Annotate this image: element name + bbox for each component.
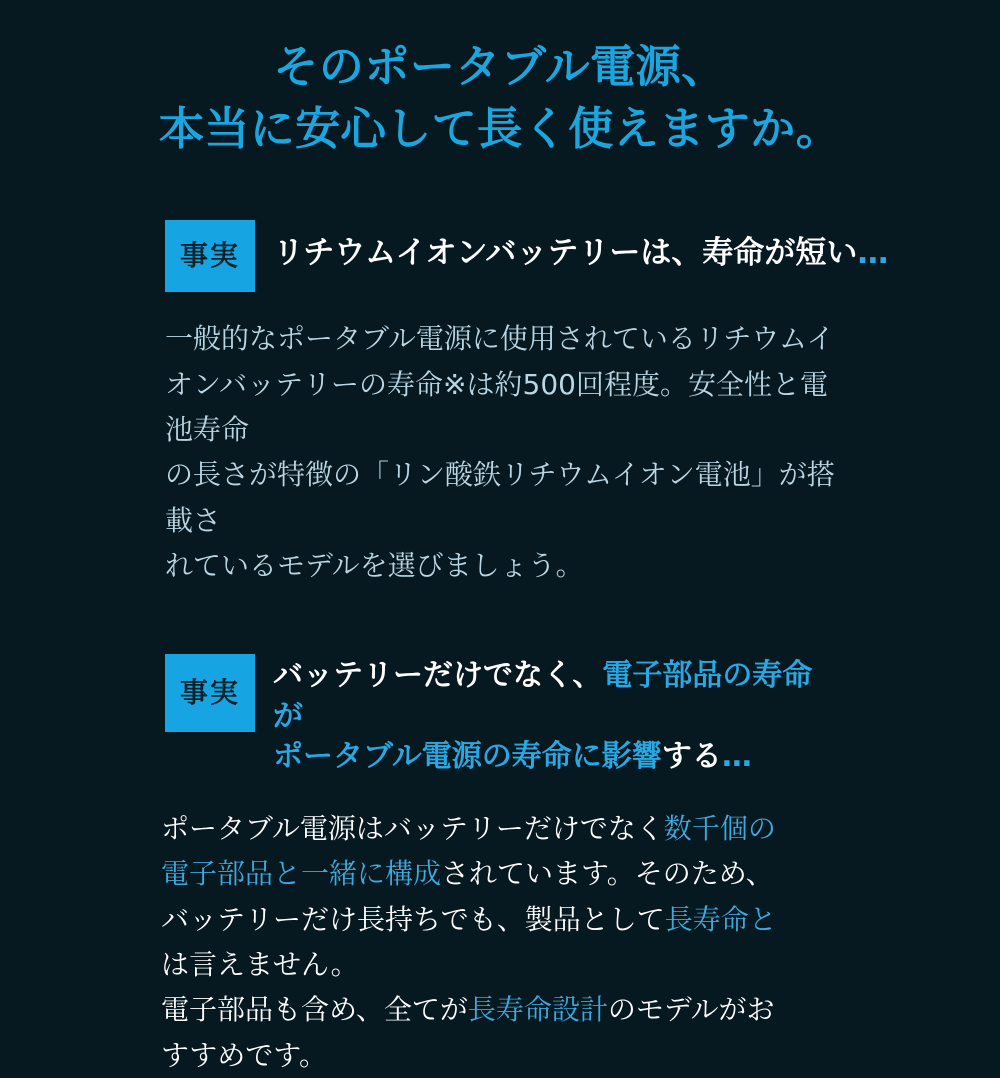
- fact-1-body-line-3: の長さが特徴の「リン酸鉄リチウムイオン電池」が搭載さ: [165, 458, 835, 537]
- fact-1-header: [165, 220, 889, 292]
- fact-2-body-seg-7: 電子部品も含め、全てが: [161, 993, 468, 1027]
- fact-2-title-ellipsis: …: [721, 739, 752, 775]
- headline-line-1: そのポータブル電源、: [273, 40, 727, 93]
- fact-badge-1: 事実: [165, 220, 255, 292]
- fact-1-title-ellipsis: …: [857, 235, 889, 272]
- fact-2-title: [273, 654, 835, 778]
- fact-2-body-line-4: は言えません。: [161, 947, 359, 981]
- fact-2-title-seg-2: 電子部品の寿命が: [273, 658, 813, 734]
- fact-2-title-seg-1: バッテリーだけでなく、: [273, 658, 603, 694]
- fact-1-title: [273, 220, 888, 274]
- fact-2-title-seg-3: ポータブル電源の寿命に影響: [273, 739, 662, 775]
- fact-1-title-text: リチウムイオンバッテリーは、寿命が短い: [273, 235, 858, 272]
- fact-2-body-line-6: すすめです。: [161, 1038, 328, 1072]
- fact-2-body-line-2: [161, 851, 835, 896]
- fact-block-1: [165, 220, 889, 588]
- fact-2-body: [161, 806, 835, 1078]
- fact-1-body-line-1: 一般的なポータブル電源に使用されているリチウムイ: [165, 322, 835, 356]
- fact-1-body-line-4: れているモデルを選びましょう。: [165, 548, 584, 582]
- fact-2-body-line-3: [161, 897, 835, 942]
- page-title: [0, 36, 1000, 160]
- fact-2-header: [165, 654, 835, 778]
- fact-2-body-seg-2: 数千個の: [663, 811, 776, 845]
- fact-2-body-line-1: [161, 806, 835, 851]
- fact-badge-2: 事実: [165, 654, 255, 732]
- fact-2-body-seg-1: ポータブル電源はバッテリーだけでなく: [161, 811, 664, 845]
- fact-1-body: [165, 316, 835, 588]
- fact-1-body-line-2: オンバッテリーの寿命※は約500回程度。安全性と電池寿命: [165, 367, 828, 446]
- fact-2-body-seg-4: されています。そのため、: [441, 857, 774, 891]
- fact-2-body-line-5: [161, 987, 835, 1032]
- fact-2-body-seg-9: のモデルがお: [607, 993, 775, 1027]
- fact-2-body-seg-8: 長寿命設計: [467, 993, 608, 1027]
- fact-block-2: [161, 654, 835, 1078]
- fact-2-body-seg-6: 長寿命と: [664, 902, 777, 936]
- fact-2-body-seg-3: 電子部品と一緒に構成: [161, 857, 442, 891]
- headline-line-2: 本当に安心して長く使えますか。: [158, 102, 842, 156]
- fact-2-title-seg-4: する: [661, 739, 722, 775]
- fact-2-body-seg-5: バッテリーだけ長持ちでも、製品として: [161, 902, 665, 936]
- content-area: [0, 220, 1000, 1078]
